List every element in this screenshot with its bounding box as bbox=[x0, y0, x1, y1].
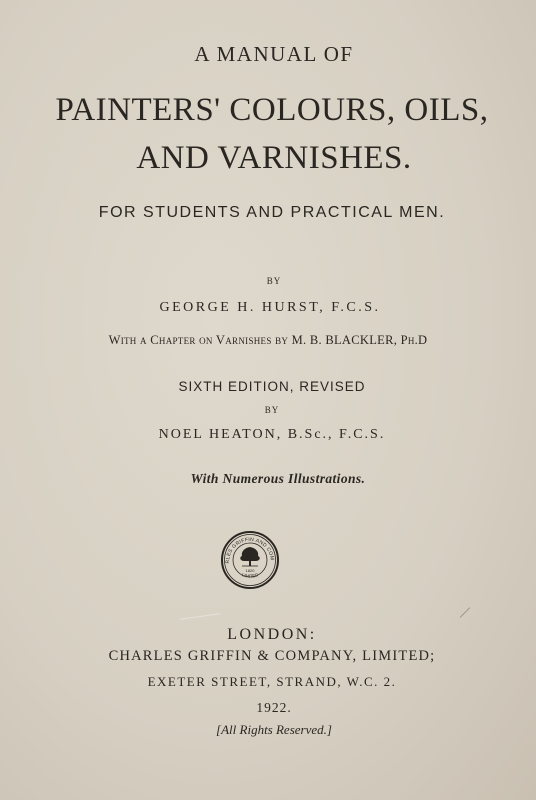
by-label-1: BY bbox=[266, 276, 282, 286]
svg-text:1820: 1820 bbox=[245, 568, 255, 573]
imprint-city: LONDON: bbox=[227, 626, 317, 643]
chapter-note: With a Chapter on Varnishes by M. B. BLACKLER, Ph.D bbox=[108, 333, 428, 347]
author: GEORGE H. HURST, F.C.S. bbox=[159, 300, 381, 315]
title-line-3: AND VARNISHES. bbox=[136, 140, 412, 176]
reviser: NOEL HEATON, B.Sc., F.C.S. bbox=[158, 427, 386, 442]
imprint-year: 1922. bbox=[256, 700, 292, 715]
publisher-seal-icon bbox=[220, 530, 280, 590]
svg-text:LIMITED: LIMITED bbox=[241, 571, 259, 579]
paper-mark bbox=[180, 613, 220, 620]
title-line-1: A MANUAL OF bbox=[194, 42, 354, 66]
title-line-2: PAINTERS' COLOURS, OILS, bbox=[55, 92, 489, 128]
edition: SIXTH EDITION, REVISED bbox=[178, 379, 366, 394]
by-label-2: BY bbox=[264, 405, 280, 415]
subtitle: FOR STUDENTS AND PRACTICAL MEN. bbox=[98, 204, 446, 221]
paper-mark bbox=[460, 607, 471, 618]
imprint-publisher: CHARLES GRIFFIN & COMPANY, LIMITED; bbox=[108, 648, 436, 664]
svg-text:CHARLES GRIFFIN AND COMPANY: RLES GRIFFIN AND COM bbox=[224, 536, 276, 564]
illustrations-note: With Numerous Illustrations. bbox=[190, 471, 366, 486]
rights-notice: [All Rights Reserved.] bbox=[216, 722, 332, 737]
imprint-address: EXETER STREET, STRAND, W.C. 2. bbox=[147, 674, 397, 689]
